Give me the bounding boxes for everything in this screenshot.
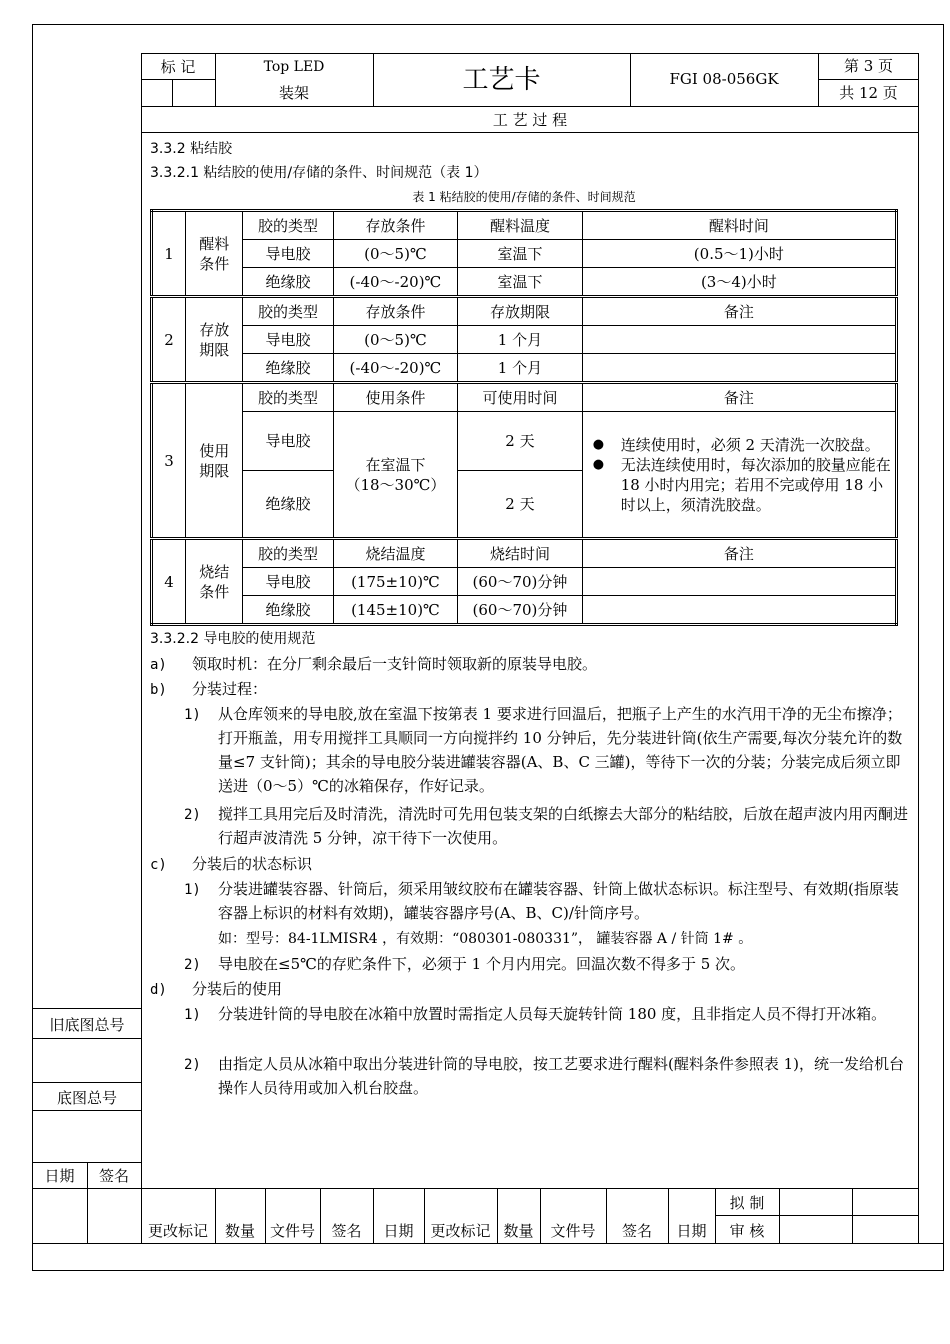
footer-label: 日期 [676,1222,707,1240]
page-total: 共 12 页 [839,84,898,102]
group-name: 存放 期限 [186,297,243,383]
spec-title: 3.3.2.2 导电胶的使用规范 [150,631,316,647]
footer-label: 文件号 [269,1222,315,1240]
footer-label: 签名 [621,1222,652,1240]
group-name: 烧结 条件 [186,539,243,625]
table-cell: (-40～-20)℃ [333,354,458,383]
table-cell [582,354,896,383]
usage-condition: 在室温下 （18～30℃） [333,412,458,539]
footer-label: 签名 [331,1222,362,1240]
table-cell: 导电胶 [243,412,333,471]
footer-label: 日期 [383,1222,414,1240]
column-header: 存放条件 [333,297,458,326]
item-label: d) [150,982,167,998]
sub-item-text: 分装进罐装容器、针筒后，须采用皱纹胶布在罐装容器、针筒上做状态标识。标注型号、有效期(指原装容器上标识的材料有效期)，罐装容器序号(A、B、C)/针筒序号。 [218,880,899,922]
table-cell: 室温下 [458,240,583,268]
table-cell: 绝缘胶 [243,596,333,625]
group-name: 使用 期限 [186,383,243,539]
mark-label: 标 记 [160,58,196,76]
table-cell: (175±10)℃ [333,568,458,596]
sub-item-label: 2) [184,1057,201,1073]
sub-item-label: 1) [184,707,201,723]
item-label: c) [150,857,167,873]
sub-item-text: 导电胶在≤5℃的存贮条件下，必须于 1 个月内用完。回温次数不得多于 5 次。 [218,955,746,973]
process-label: 工 艺 过 程 [492,111,568,129]
product-name: Top LED [263,59,325,75]
table-cell [582,326,896,354]
table-cell [582,596,896,625]
sign-label: 签名 [98,1167,129,1185]
table-cell: (60～70)分钟 [458,596,583,625]
date-label: 日期 [44,1167,75,1185]
group-number: 4 [152,539,186,625]
group-number: 2 [152,297,186,383]
column-header: 胶的类型 [243,539,333,568]
column-header: 备注 [582,383,896,412]
table-cell: 导电胶 [243,568,333,596]
group-number: 1 [152,211,186,297]
column-header: 备注 [582,297,896,326]
group-name: 醒料 条件 [186,211,243,297]
table-cell: (145±10)℃ [333,596,458,625]
footer-label: 文件号 [550,1222,596,1240]
item-text: 分装后的状态标识 [192,855,313,873]
column-header: 烧结温度 [333,539,458,568]
column-header: 胶的类型 [243,383,333,412]
drawing-number: 底图总号 [56,1089,117,1107]
product-category: 装架 [278,84,309,102]
column-header: 备注 [582,539,896,568]
note-item: ● 无法连续使用时，每次添加的胶量应能在 18 小时内用完；若用不完或停用 18 小时以上，须清洗胶盘。 [587,455,891,515]
sub-item-label: 1) [184,1007,201,1023]
footer-label: 更改标记 [430,1222,491,1240]
column-header: 醒料时间 [582,211,896,240]
column-header: 胶的类型 [243,297,333,326]
column-header: 烧结时间 [458,539,583,568]
sub-item-label: 2) [184,807,201,823]
section-title: 3.3.2 粘结胶 [150,141,233,157]
column-header: 醒料温度 [458,211,583,240]
table-cell: (0～5)℃ [333,240,458,268]
table-cell: (0.5～1)小时 [582,240,896,268]
review-label: 审 核 [729,1222,765,1240]
table-cell: 绝缘胶 [243,471,333,539]
column-header: 可使用时间 [458,383,583,412]
draft-label: 拟 制 [729,1194,765,1212]
table-cell [582,568,896,596]
column-header: 胶的类型 [243,211,333,240]
old-drawing-number: 旧底图总号 [49,1016,125,1034]
sub-item-text: 搅拌工具用完后及时清洗，清洗时可先用包装支架的白纸擦去大部分的粘结胶，后放在超声波内用丙酮进行超声波清洗 5 分钟，凉干待下一次使用。 [218,805,909,847]
table-cell: 绝缘胶 [243,354,333,383]
sub-item-label: 2) [184,957,201,973]
column-header: 存放期限 [458,297,583,326]
sub-item-text: 分装进针筒的导电胶在冰箱中放置时需指定人员每天旋转针筒 180 度，且非指定人员不得打开冰箱。 [218,1005,887,1023]
column-header: 使用条件 [333,383,458,412]
footer-label: 数量 [503,1222,534,1240]
doc-number: FGI 08-056GK [669,70,779,88]
card-title: 工艺卡 [462,65,541,95]
table-cell: (3～4)小时 [582,268,896,297]
table-cell: 绝缘胶 [243,268,333,297]
table-caption: 表 1 粘结胶的使用/存储的条件、时间规范 [412,190,636,204]
table-cell: (0～5)℃ [333,326,458,354]
footer-label: 更改标记 [147,1222,208,1240]
table-cell: 1 个月 [458,326,583,354]
item-label: b) [150,682,167,698]
sub-item-text: 由指定人员从冰箱中取出分装进针筒的导电胶，按工艺要求进行醒料(醒料条件参照表 1)，统一发给机台操作人员待用或加入机台胶盘。 [218,1055,905,1097]
item-text: 领取时机：在分厂剩余最后一支针筒时领取新的原装导电胶。 [192,655,598,673]
table-cell: (60～70)分钟 [458,568,583,596]
table-cell: 1 个月 [458,354,583,383]
item-text: 分装后的使用 [192,980,283,998]
table-cell: (-40～-20)℃ [333,268,458,297]
item-text: 分装过程： [192,680,268,698]
table-cell: 室温下 [458,268,583,297]
item-label: a) [150,657,167,673]
table-cell: 2 天 [458,412,583,471]
table-cell: 导电胶 [243,240,333,268]
sub-item-text: 从仓库领来的导电胶,放在室温下按第表 1 要求进行回温后，把瓶子上产生的水汽用干净的无尘布擦净；打开瓶盖，用专用搅拌工具顺同一方向搅拌约 10 分钟后，先分装进针筒(依生产需要,每次分装允许的数量≤7 支针筒)；其余的导电胶分装进罐装容器(A、B、C 三罐)，等待下一次的分装；分装完成后须立即送进（0～5）℃的冰箱保存，作好记录。 [218,705,903,795]
note-item: ● 连续使用时，必须 2 天清洗一次胶盘。 [587,435,891,455]
sub-item-label: 1) [184,882,201,898]
section-subtitle: 3.3.2.1 粘结胶的使用/存储的条件、时间规范（表 1） [150,165,488,181]
example-text: 如：型号：84-1LMISR4 ，有效期：“080301-080331”， 罐装容器 A / 针筒 1# 。 [218,931,753,947]
table-cell: 导电胶 [243,326,333,354]
column-header: 存放条件 [333,211,458,240]
footer-label: 数量 [224,1222,255,1240]
table-cell: 2 天 [458,471,583,539]
usage-notes [582,412,896,539]
group-number: 3 [152,383,186,539]
adhesive-spec-table [150,209,898,626]
page-current: 第 3 页 [843,57,894,75]
